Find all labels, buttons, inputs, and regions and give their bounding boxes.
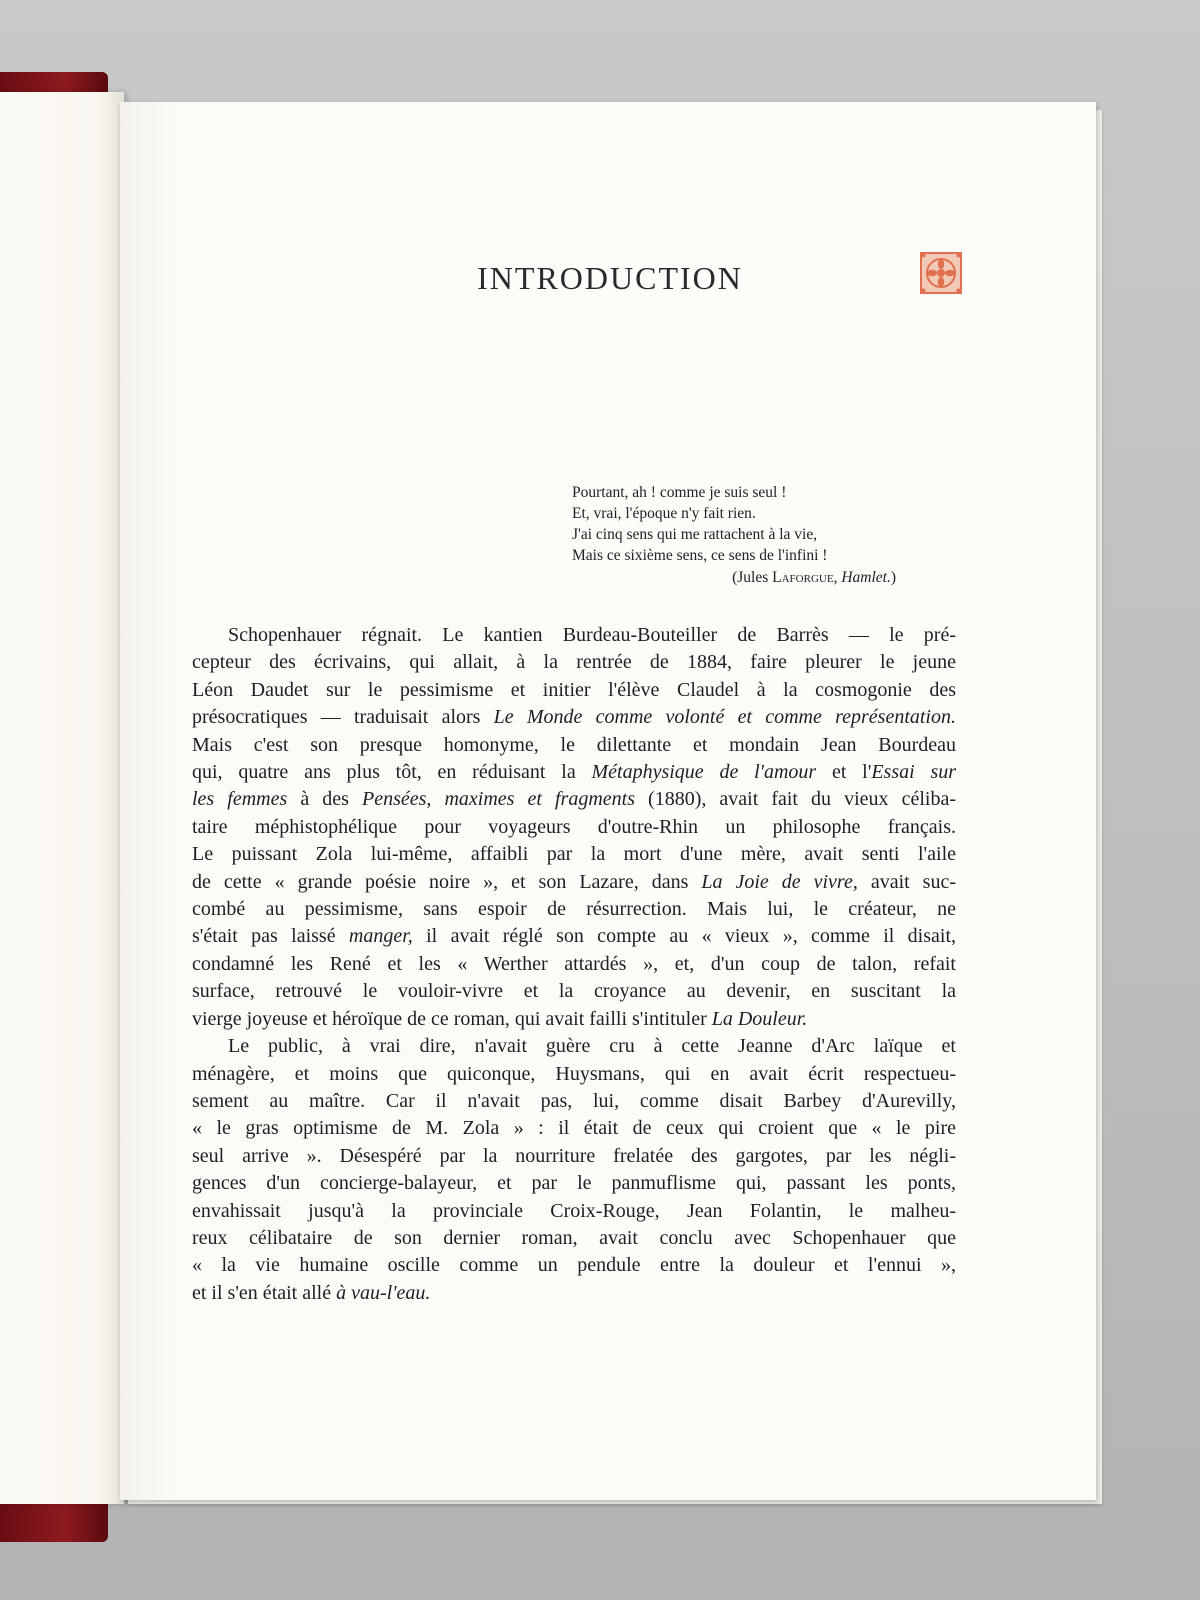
text-run: vierge joyeuse et héroïque de ce roman, qui avait failli s'intituler <box>192 1007 712 1030</box>
text-line <box>192 869 956 896</box>
rosette-ornament-icon <box>920 252 962 294</box>
text-line <box>192 1280 956 1307</box>
italic-run: manger, <box>348 925 413 948</box>
epigraph-line: Pourtant, ah ! comme je suis seul ! <box>572 484 787 501</box>
text-line <box>192 978 956 1005</box>
paragraph <box>192 622 956 1033</box>
text-run: Schopenhauer régnait. Le kantien Burdeau-Bouteiller de Barrès — le pré- <box>228 624 956 646</box>
italic-run: Le Monde comme volonté et comme représentation. <box>493 706 956 729</box>
text-run: reux célibataire de son dernier roman, avait conclu avec Schopenhauer que <box>192 1226 956 1249</box>
epigraph <box>572 482 912 588</box>
epigraph-line: Mais ce sixième sens, ce sens de l'infini ! <box>572 547 828 564</box>
text-run: combé au pessimisme, sans espoir de résurrection. Mais lui, le créateur, ne <box>192 898 956 921</box>
text-line <box>192 951 956 978</box>
text-run: surface, retrouvé le vouloir-vivre et la croyance au devenir, en suscitant la <box>192 980 956 1003</box>
text-line <box>192 1198 956 1225</box>
italic-run: La Joie de vivre, <box>701 870 858 893</box>
text-run: seul arrive ». Désespéré par la nourriture frelatée des gargotes, par les négli- <box>192 1144 956 1167</box>
text-line <box>192 814 956 841</box>
attribution-author: Laforgue <box>772 569 834 586</box>
text-run: s'était pas laissé <box>192 925 349 948</box>
chapter-title: INTRODUCTION <box>477 260 743 296</box>
text-line <box>192 1252 956 1279</box>
text-run: sement au maître. Car il n'avait pas, lui, comme disait Barbey d'Aurevilly, <box>192 1089 956 1112</box>
text-line <box>192 732 956 759</box>
text-run: gences d'un concierge-balayeur, et par le panmuflisme qui, passant les ponts, <box>192 1172 956 1195</box>
text-line <box>192 1006 956 1033</box>
epigraph-line: Et, vrai, l'époque n'y fait rien. <box>572 505 756 522</box>
text-run: « la vie humaine oscille comme un pendule entre la douleur et l'ennui », <box>192 1254 956 1277</box>
text-line <box>192 1225 956 1252</box>
right-page <box>120 102 1096 1500</box>
text-run: avait suc- <box>857 870 957 893</box>
text-run: (1880), avait fait du vieux céliba- <box>634 788 956 811</box>
text-line <box>192 786 956 813</box>
text-run: et l' <box>816 761 872 784</box>
text-line <box>192 923 956 950</box>
text-run: il avait réglé son compte au « vieux », comme il disait, <box>412 925 956 948</box>
italic-run: Métaphysique de l'amour <box>591 761 817 784</box>
epigraph-attribution <box>572 567 912 588</box>
epigraph-line: J'ai cinq sens qui me rattachent à la vie, <box>572 526 818 543</box>
text-line <box>192 841 956 868</box>
text-line <box>192 622 956 649</box>
text-run: cepteur des écrivains, qui allait, à la rentrée de 1884, faire pleurer le jeune <box>192 651 956 674</box>
text-run: et il s'en était allé <box>192 1281 337 1304</box>
text-run: « le gras optimisme de M. Zola » : il était de ceux qui croient que « le pire <box>192 1117 956 1140</box>
text-line <box>192 1033 956 1060</box>
text-line <box>192 649 956 676</box>
italic-run: les femmes <box>192 788 288 811</box>
attribution-separator: , <box>833 569 842 586</box>
text-run: condamné les René et les « Werther attardés », et, d'un coup de talon, refait <box>192 952 956 975</box>
text-line <box>192 1143 956 1170</box>
text-line <box>192 896 956 923</box>
text-run: Léon Daudet sur le pessimisme et initier l'élève Claudel à la cosmogonie des <box>192 678 956 701</box>
text-run: envahissait jusqu'à la provinciale Croix-Rouge, Jean Folantin, le malheu- <box>192 1199 956 1222</box>
italic-run: à vau-l'eau. <box>336 1281 431 1304</box>
left-page <box>0 92 124 1504</box>
text-run: à des <box>287 788 362 811</box>
text-line <box>192 677 956 704</box>
italic-run: Essai sur <box>871 761 957 784</box>
text-run: présocratiques — traduisait alors <box>192 706 494 729</box>
text-line <box>192 1061 956 1088</box>
attribution-open: (Jules <box>732 569 773 586</box>
attribution-work: Hamlet. <box>841 569 891 586</box>
attribution-close: ) <box>890 569 896 586</box>
text-line <box>192 704 956 731</box>
text-run: qui, quatre ans plus tôt, en réduisant la <box>192 761 592 784</box>
text-run: de cette « grande poésie noire », et son Lazare, dans <box>192 870 702 893</box>
text-run: Mais c'est son presque homonyme, le dilettante et mondain Jean Bourdeau <box>192 733 956 756</box>
text-line <box>192 759 956 786</box>
paragraph <box>192 1033 956 1307</box>
body-text <box>192 622 956 1307</box>
text-run: taire méphistophélique pour voyageurs d'outre-Rhin un philosophe français. <box>192 815 956 838</box>
italic-run: Pensées, maximes et fragments <box>361 788 635 811</box>
text-run: Le puissant Zola lui-même, affaibli par la mort d'une mère, avait senti l'aile <box>192 843 956 866</box>
text-run: Le public, à vrai dire, n'avait guère cru à cette Jeanne d'Arc laïque et <box>228 1035 956 1058</box>
text-line <box>192 1170 956 1197</box>
text-line <box>192 1115 956 1142</box>
italic-run: La Douleur. <box>711 1007 808 1030</box>
text-run: ménagère, et moins que quiconque, Huysmans, qui en avait écrit respectueu- <box>192 1062 956 1085</box>
text-line <box>192 1088 956 1115</box>
